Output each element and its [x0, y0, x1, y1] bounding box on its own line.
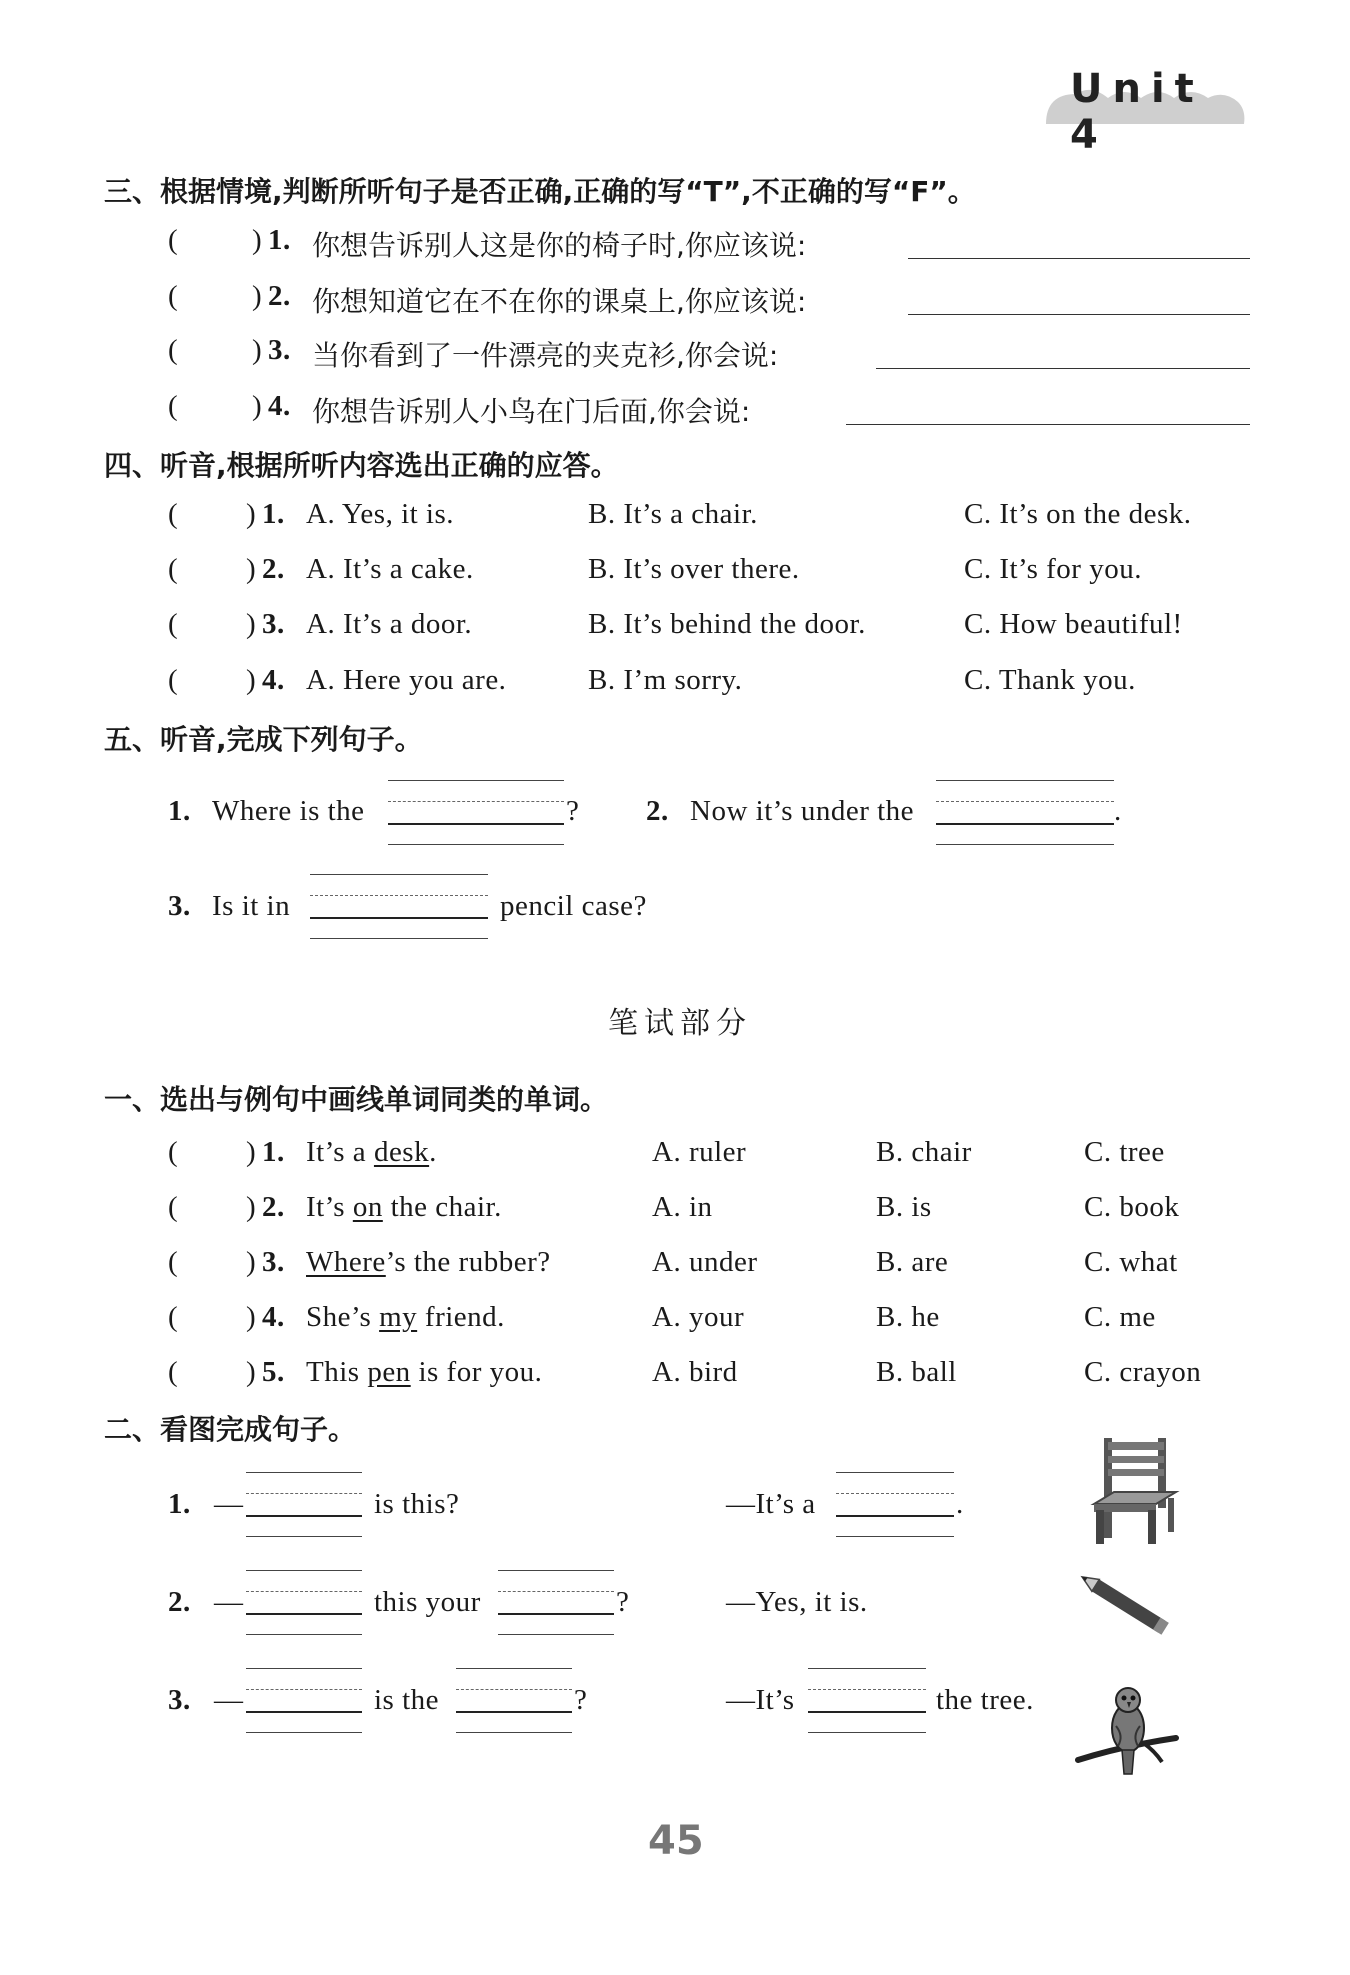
- answer-paren-close: ): [246, 1191, 257, 1223]
- item-number: 2.: [268, 280, 291, 312]
- option-b: B. he: [876, 1301, 940, 1333]
- question-number: 3.: [168, 890, 191, 922]
- answer-paren-close: ): [246, 1246, 257, 1278]
- item-number: 3.: [262, 1246, 285, 1278]
- example-sentence: It’s a desk.: [306, 1136, 437, 1168]
- item-text: 你想知道它在不在你的课桌上,你应该说:: [312, 285, 807, 318]
- option-a: A. under: [652, 1246, 758, 1278]
- reply-text: —It’s a: [726, 1488, 816, 1520]
- option-a: A. Here you are.: [306, 664, 507, 696]
- question-text: is the: [374, 1684, 440, 1716]
- option-a: A. It’s a door.: [306, 608, 473, 640]
- answer-paren-close: ): [246, 1356, 257, 1388]
- underlined-word: Where: [306, 1246, 386, 1278]
- option-a: A. in: [652, 1191, 713, 1223]
- writing-blank[interactable]: [936, 780, 1114, 846]
- option-b: B. It’s over there.: [588, 553, 800, 585]
- answer-paren-close: ): [252, 280, 263, 312]
- dialogue-dash: —: [214, 1488, 244, 1520]
- answer-paren-open: (: [168, 664, 179, 696]
- answer-paren-open: (: [168, 1191, 179, 1223]
- item-number: 5.: [262, 1356, 285, 1388]
- option-c: C. It’s on the desk.: [964, 498, 1192, 530]
- writing-blank[interactable]: [246, 1668, 362, 1734]
- item-number: 2.: [262, 1191, 285, 1223]
- option-c: C. crayon: [1084, 1356, 1202, 1388]
- chair-icon: [1090, 1434, 1180, 1546]
- answer-paren-close: ): [252, 224, 263, 256]
- reply-end: the tree.: [936, 1684, 1034, 1716]
- item-number: 2.: [262, 553, 285, 585]
- dialogue-dash: —: [214, 1684, 244, 1716]
- answer-paren-close: ): [246, 1136, 257, 1168]
- reply-end: .: [956, 1488, 964, 1520]
- item-text: 你想告诉别人小鸟在门后面,你会说:: [312, 395, 751, 428]
- pencil-icon: [1072, 1568, 1182, 1642]
- item-number: 1.: [262, 1136, 285, 1168]
- option-a: A. It’s a cake.: [306, 553, 474, 585]
- answer-line[interactable]: [908, 258, 1250, 259]
- writing-blank[interactable]: [246, 1472, 362, 1538]
- reply-text: —It’s: [726, 1684, 795, 1716]
- option-b: B. It’s a chair.: [588, 498, 758, 530]
- question-text: Is it in: [212, 890, 291, 922]
- question-number: 2.: [168, 1586, 191, 1618]
- bird-on-branch-icon: [1072, 1680, 1180, 1776]
- writing-blank[interactable]: [808, 1668, 926, 1734]
- part2-title: 二、看图完成句子。: [104, 1413, 357, 1446]
- example-sentence: This pen is for you.: [306, 1356, 543, 1388]
- answer-paren-close: ): [246, 1301, 257, 1333]
- item-text: 你想告诉别人这是你的椅子时,你应该说:: [312, 229, 807, 262]
- answer-paren-open: (: [168, 224, 179, 256]
- option-b: B. I’m sorry.: [588, 664, 743, 696]
- question-end: ?: [566, 795, 580, 827]
- item-number: 3.: [262, 608, 285, 640]
- question-end: .: [1114, 795, 1122, 827]
- writing-blank[interactable]: [246, 1570, 362, 1636]
- item-number: 4.: [262, 664, 285, 696]
- answer-paren-open: (: [168, 334, 179, 366]
- item-number: 4.: [268, 390, 291, 422]
- writing-blank[interactable]: [836, 1472, 954, 1538]
- answer-paren-open: (: [168, 1136, 179, 1168]
- dialogue-dash: —: [214, 1586, 244, 1618]
- question-number: 1.: [168, 1488, 191, 1520]
- example-sentence: It’s on the chair.: [306, 1191, 502, 1223]
- option-c: C. It’s for you.: [964, 553, 1142, 585]
- answer-paren-close: ): [246, 498, 257, 530]
- question-text: is this?: [374, 1488, 460, 1520]
- answer-paren-open: (: [168, 553, 179, 585]
- page-number: 45: [648, 1818, 704, 1864]
- option-b: B. is: [876, 1191, 932, 1223]
- writing-blank[interactable]: [310, 874, 488, 940]
- item-text: 当你看到了一件漂亮的夹克衫,你会说:: [312, 339, 779, 372]
- answer-paren-open: (: [168, 1246, 179, 1278]
- section3-title: 三、根据情境,判断所听句子是否正确,正确的写“T”,不正确的写“F”。: [104, 175, 976, 208]
- option-c: C. tree: [1084, 1136, 1165, 1168]
- unit-label: Unit 4: [1070, 66, 1204, 158]
- section5-title: 五、听音,完成下列句子。: [104, 723, 423, 756]
- answer-paren-open: (: [168, 1356, 179, 1388]
- item-number: 1.: [268, 224, 291, 256]
- item-number: 3.: [268, 334, 291, 366]
- question-end: ?: [574, 1684, 588, 1716]
- answer-paren-close: ): [252, 390, 263, 422]
- answer-paren-open: (: [168, 608, 179, 640]
- question-end: pencil case?: [500, 890, 647, 922]
- option-c: C. book: [1084, 1191, 1180, 1223]
- underlined-word: my: [379, 1301, 418, 1333]
- option-a: A. Yes, it is.: [306, 498, 455, 530]
- answer-paren-open: (: [168, 1301, 179, 1333]
- option-a: A. bird: [652, 1356, 738, 1388]
- writing-blank[interactable]: [388, 780, 564, 846]
- option-b: B. are: [876, 1246, 949, 1278]
- option-b: B. ball: [876, 1356, 957, 1388]
- underlined-word: on: [352, 1191, 383, 1223]
- writing-blank[interactable]: [498, 1570, 614, 1636]
- underlined-word: pen: [367, 1356, 411, 1388]
- answer-paren-open: (: [168, 390, 179, 422]
- option-c: C. How beautiful!: [964, 608, 1183, 640]
- written-part-heading: 笔试部分: [608, 1006, 752, 1041]
- answer-line[interactable]: [876, 368, 1250, 369]
- option-b: B. chair: [876, 1136, 972, 1168]
- writing-blank[interactable]: [456, 1668, 572, 1734]
- unit-badge: [1046, 62, 1246, 158]
- answer-paren-close: ): [246, 608, 257, 640]
- answer-paren-open: (: [168, 498, 179, 530]
- option-b: B. It’s behind the door.: [588, 608, 866, 640]
- answer-paren-close: ): [246, 553, 257, 585]
- option-c: C. Thank you.: [964, 664, 1136, 696]
- question-text: this your: [374, 1586, 481, 1618]
- underlined-word: desk: [373, 1136, 430, 1168]
- answer-paren-open: (: [168, 280, 179, 312]
- answer-line[interactable]: [908, 314, 1250, 315]
- example-sentence: Where’s the rubber?: [306, 1246, 551, 1278]
- option-a: A. your: [652, 1301, 745, 1333]
- reply-text: —Yes, it is.: [726, 1586, 868, 1618]
- example-sentence: She’s my friend.: [306, 1301, 505, 1333]
- option-c: C. what: [1084, 1246, 1178, 1278]
- question-number: 2.: [646, 795, 669, 827]
- item-number: 1.: [262, 498, 285, 530]
- question-number: 3.: [168, 1684, 191, 1716]
- question-end: ?: [616, 1586, 630, 1618]
- answer-paren-close: ): [252, 334, 263, 366]
- question-text: Now it’s under the: [690, 795, 915, 827]
- item-number: 4.: [262, 1301, 285, 1333]
- question-number: 1.: [168, 795, 191, 827]
- question-text: Where is the: [212, 795, 365, 827]
- option-a: A. ruler: [652, 1136, 747, 1168]
- section4-title: 四、听音,根据所听内容选出正确的应答。: [104, 449, 619, 482]
- part1-title: 一、选出与例句中画线单词同类的单词。: [104, 1083, 609, 1116]
- option-c: C. me: [1084, 1301, 1156, 1333]
- answer-line[interactable]: [846, 424, 1250, 425]
- answer-paren-close: ): [246, 664, 257, 696]
